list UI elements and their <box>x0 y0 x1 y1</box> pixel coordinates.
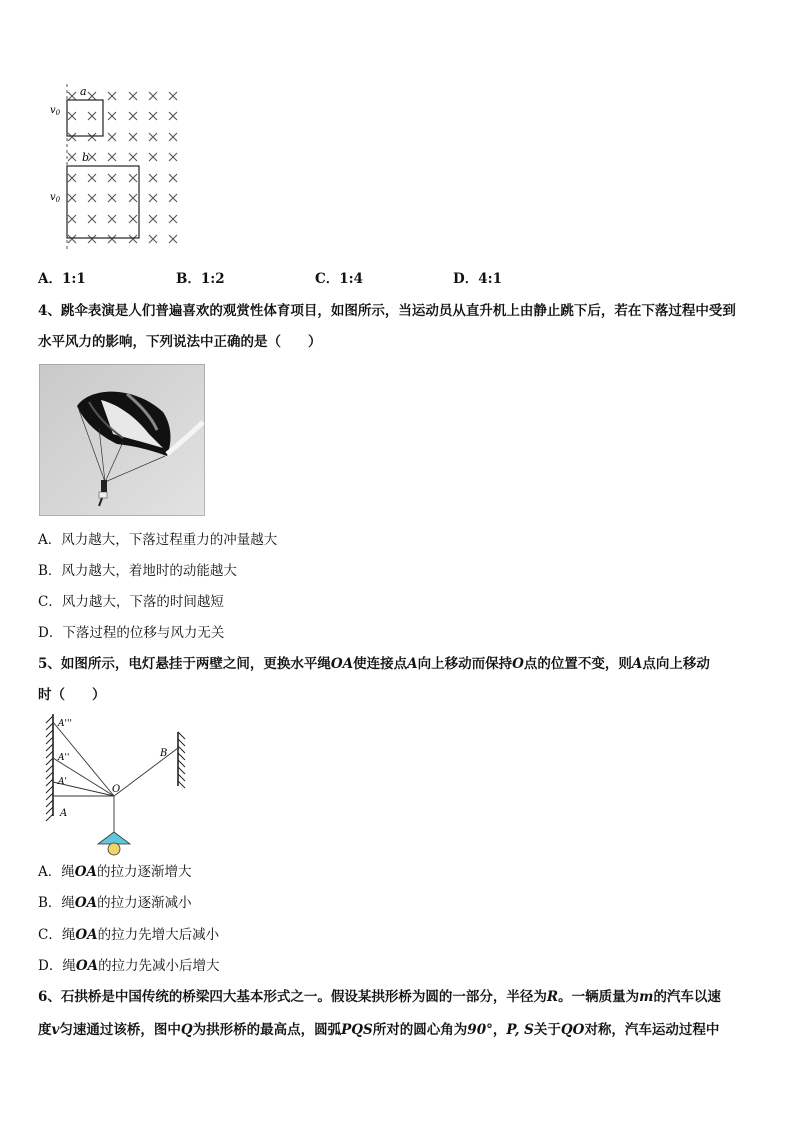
label-b: b <box>82 151 90 164</box>
loop-a <box>67 100 103 136</box>
wall-hatch <box>178 753 185 760</box>
field-cross-mark <box>129 112 137 120</box>
field-cross-mark <box>169 153 177 161</box>
field-cross-mark <box>108 215 116 223</box>
left-wall <box>46 714 53 821</box>
field-cross-mark <box>108 92 116 100</box>
field-cross-mark <box>129 92 137 100</box>
field-cross-mark <box>149 235 157 243</box>
label-A1: A' <box>58 777 67 787</box>
field-cross-mark <box>149 194 157 202</box>
q4-option-a: A．风力越大，下落过程重力的冲量越大 <box>38 532 278 548</box>
field-cross-mark <box>129 235 137 243</box>
lamp-icon <box>98 832 130 855</box>
wall-hatch <box>46 800 53 807</box>
ropes <box>53 722 178 832</box>
wall-hatch <box>178 781 185 788</box>
wall-hatch <box>178 732 185 739</box>
field-cross-mark <box>68 174 76 182</box>
field-cross-mark <box>88 215 96 223</box>
wall-hatch <box>46 814 53 821</box>
field-cross-mark <box>108 194 116 202</box>
field-cross-mark <box>149 153 157 161</box>
q5-stem-line1: 5、如图所示，电灯悬挂于两壁之间，更换水平绳OA使连接点A向上移动而保持O点的位置不变，则A点向上移动 <box>38 656 710 672</box>
field-cross-mark <box>88 153 96 161</box>
loop-b <box>67 166 139 238</box>
label-A3: A''' <box>58 719 72 729</box>
label-v0-b: $v_0$ <box>50 192 61 204</box>
q3-option-a: A．1:1 <box>38 271 86 287</box>
wall-hatch <box>178 739 185 746</box>
wall-hatch <box>46 758 53 765</box>
field-cross-mark <box>169 174 177 182</box>
label-v0-a: $v_0$ <box>50 105 61 117</box>
field-cross-mark <box>169 92 177 100</box>
field-cross-mark <box>149 92 157 100</box>
field-cross-mark <box>108 112 116 120</box>
q3-figure <box>40 82 200 252</box>
field-cross-mark <box>68 194 76 202</box>
field-cross-mark <box>108 133 116 141</box>
right-wall <box>178 732 185 788</box>
label-B: B <box>160 748 168 759</box>
wall-hatch <box>178 746 185 753</box>
field-cross-mark <box>149 133 157 141</box>
field-cross-mark <box>129 174 137 182</box>
field-cross-mark <box>108 174 116 182</box>
field-cross-mark <box>68 153 76 161</box>
field-cross-mark <box>68 215 76 223</box>
wall-hatch <box>46 723 53 730</box>
field-cross-mark <box>68 235 76 243</box>
wall-hatch <box>46 744 53 751</box>
q5-option-c: C．绳OA的拉力先增大后减小 <box>38 927 220 943</box>
q5-option-b: B．绳OA的拉力逐渐减小 <box>38 895 192 911</box>
field-cross-mark <box>68 92 76 100</box>
field-cross-mark <box>149 112 157 120</box>
q4-option-d: D．下落过程的位移与风力无关 <box>38 625 225 641</box>
field-cross-mark <box>129 133 137 141</box>
label-O: O <box>112 784 121 795</box>
q5-option-a: A．绳OA的拉力逐渐增大 <box>38 864 192 880</box>
q3-option-c: C．1:4 <box>315 271 364 287</box>
field-cross-mark <box>88 235 96 243</box>
label-A2: A'' <box>58 753 70 763</box>
wall-hatch <box>46 779 53 786</box>
field-cross-mark <box>169 215 177 223</box>
q3-option-b: B．1:2 <box>176 271 225 287</box>
q6-stem-line2: 度v匀速通过该桥，图中Q为拱形桥的最高点，圆弧PQS所对的圆心角为90°，P, S关于QO对称，汽车运动过程中 <box>38 1022 720 1038</box>
wall-hatch <box>46 737 53 744</box>
wall-hatch <box>46 730 53 737</box>
field-cross-mark <box>108 153 116 161</box>
field-cross-mark <box>169 133 177 141</box>
field-cross-mark <box>88 194 96 202</box>
label-a: a <box>80 85 87 98</box>
field-cross-mark <box>129 153 137 161</box>
field-cross-mark <box>68 133 76 141</box>
field-cross-mark <box>108 235 116 243</box>
field-cross-mark <box>88 133 96 141</box>
wall-hatch <box>178 767 185 774</box>
q5-stem-line2: 时（ ） <box>38 687 106 703</box>
field-cross-mark <box>129 215 137 223</box>
q3-option-d: D．4:1 <box>453 271 502 287</box>
q5-option-d: D．绳OA的拉力先减小后增大 <box>38 958 220 974</box>
q6-stem-line1: 6、石拱桥是中国传统的桥梁四大基本形式之一。假设某拱形桥为圆的一部分，半径为R。一辆质量为m的汽车以速 <box>38 989 721 1005</box>
wall-hatch <box>46 751 53 758</box>
field-cross-mark <box>169 112 177 120</box>
field-cross-mark <box>149 174 157 182</box>
wall-hatch <box>46 765 53 772</box>
parachute-photo <box>39 364 205 516</box>
label-A: A <box>60 808 68 819</box>
q4-stem-line1: 4、跳伞表演是人们普遍喜欢的观赏性体育项目，如图所示，当运动员从直升机上由静止跳下后，若在下落过程中受到 <box>38 303 736 319</box>
wall-hatch <box>46 786 53 793</box>
wall-hatch <box>46 793 53 800</box>
field-cross-mark <box>88 92 96 100</box>
q4-option-c: C．风力越大，下落的时间越短 <box>38 594 224 610</box>
wall-hatch <box>178 774 185 781</box>
field-cross-mark <box>169 235 177 243</box>
field-cross-mark <box>129 194 137 202</box>
q4-stem-line2: 水平风力的影响，下列说法中正确的是（ ） <box>38 334 322 350</box>
wall-hatch <box>46 772 53 779</box>
magnetic-field-crosses <box>68 92 177 243</box>
wall-hatch <box>46 716 53 723</box>
field-cross-mark <box>169 194 177 202</box>
wall-hatch <box>178 760 185 767</box>
field-cross-mark <box>149 215 157 223</box>
q5-figure <box>40 712 200 860</box>
field-cross-mark <box>88 174 96 182</box>
q4-option-b: B．风力越大，着地时的动能越大 <box>38 563 237 579</box>
field-cross-mark <box>68 112 76 120</box>
field-cross-mark <box>88 112 96 120</box>
wall-hatch <box>46 807 53 814</box>
